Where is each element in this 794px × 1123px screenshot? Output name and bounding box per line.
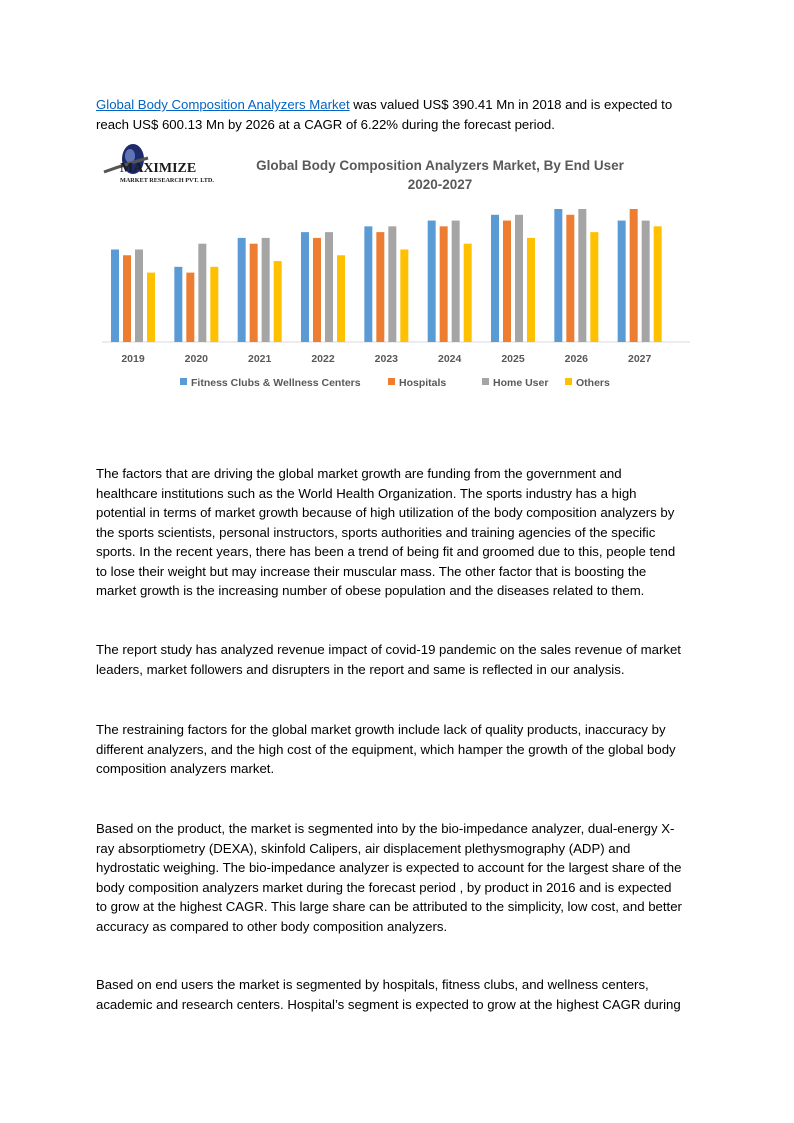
paragraph-line: The factors that are driving the global market growth are funding from the government and [96, 466, 622, 481]
paragraph-line: hydrostatic weighing. The bio-impedance analyzer is expected to account for the largest share of the [96, 860, 682, 875]
bar-2025-1 [503, 221, 511, 342]
bar-2027-3 [654, 226, 662, 342]
paragraph-line: to lose their weight but may increase their muscular mass. The other factor that is boosting the [96, 563, 647, 579]
bar-2023-0 [364, 226, 372, 342]
bar-2022-2 [325, 232, 333, 342]
bar-2022-3 [337, 255, 345, 342]
x-tick-label: 2020 [184, 353, 209, 365]
legend-swatch [565, 378, 572, 385]
bar-2023-3 [400, 249, 408, 342]
paragraph-line: market growth is the increasing number of obese population and the diseases related to them. [96, 583, 645, 598]
paragraph-line: Based on end users the market is segmented by hospitals, fitness clubs, and wellness centers, [96, 977, 649, 992]
legend-swatch [388, 378, 395, 385]
legend-swatch [180, 378, 187, 385]
paragraph-line: Based on the product, the market is segmented into by the bio-impedance analyzer, dual-energy X- [96, 821, 675, 836]
x-tick-label: 2022 [311, 353, 335, 365]
paragraph-line: healthcare institutions such as the World Health Organization. The sports industry has a high [96, 485, 637, 501]
bar-2026-2 [578, 209, 586, 342]
bar-2026-0 [554, 209, 562, 342]
paragraph-3 [96, 720, 716, 779]
bar-2020-3 [210, 267, 218, 342]
paragraph-line: to grow at the highest CAGR. This large share can be attributed to the simplicity, low cost, and better [96, 899, 682, 914]
bar-2021-2 [262, 238, 270, 342]
paragraph-5 [96, 975, 716, 1014]
paragraph-line: different analyzers, and the high cost of the equipment, which hamper the growth of the global body [96, 741, 676, 757]
chart-image [96, 140, 700, 402]
intro-paragraph [96, 95, 716, 134]
bar-2020-1 [186, 273, 194, 342]
bar-2024-3 [464, 244, 472, 342]
bar-2020-0 [174, 267, 182, 342]
paragraph-line: The restraining factors for the global market growth include lack of quality products, inaccuracy by [96, 722, 666, 737]
bar-2024-2 [452, 221, 460, 342]
x-tick-label: 2023 [374, 353, 399, 365]
logo [104, 144, 214, 184]
bar-2022-0 [301, 232, 309, 342]
intro-text: was valued US$ 390.41 Mn in 2018 and is expected to [349, 97, 673, 112]
paragraph-line: sports. In the recent years, there has been a trend of being fit and groomed due to this, people tend [96, 544, 676, 559]
market-link[interactable]: Global Body Composition Analyzers Market [96, 97, 350, 112]
bar-2026-3 [590, 232, 598, 342]
paragraph-line: ray absorptiometry (DEXA), skinfold Calipers, air displacement plethysmography (ADP) and [96, 840, 631, 856]
legend-label: Home User [493, 377, 549, 389]
logo-name: MAXIMIZE [120, 161, 197, 176]
chart-title: Global Body Composition Analyzers Market, By End User [256, 158, 624, 173]
intro-text: reach US$ 600.13 Mn by 2026 at a CAGR of 6.22% during the forecast period. [96, 116, 555, 132]
bar-2025-0 [491, 215, 499, 342]
paragraph-1 [96, 464, 716, 601]
bar-2027-2 [642, 221, 650, 342]
bar-2019-3 [147, 273, 155, 342]
legend-label: Fitness Clubs & Wellness Centers [191, 377, 361, 389]
x-tick-label: 2025 [501, 353, 525, 365]
x-tick-label: 2024 [437, 353, 462, 365]
legend-label: Others [576, 377, 610, 389]
bar-2025-3 [527, 238, 535, 342]
bar-2021-1 [250, 244, 258, 342]
bar-2026-1 [566, 215, 574, 342]
bar-2023-1 [376, 232, 384, 342]
bar-2023-2 [388, 226, 396, 342]
paragraph-line: accuracy as compared to other body composition analyzers. [96, 918, 448, 934]
paragraph-line: leaders, market followers and disrupters in the report and same is reflected in our analysis. [96, 661, 625, 677]
paragraph-line: potential in terms of market growth because of high utilization of the body composition analyzers by [96, 505, 675, 520]
bar-2021-0 [238, 238, 246, 342]
x-tick-label: 2021 [247, 353, 272, 365]
bar-2021-3 [274, 261, 282, 342]
bar-2027-0 [618, 221, 626, 342]
x-tick-label: 2019 [121, 353, 145, 365]
paragraph-line: body composition analyzers market during the forecast period , by product in 2016 and is expected [96, 879, 672, 895]
bar-2027-1 [630, 209, 638, 342]
bar-2020-2 [198, 244, 206, 342]
paragraph-2 [96, 640, 716, 679]
bar-2019-0 [111, 249, 119, 342]
bar-2024-0 [428, 221, 436, 342]
paragraph-line: The report study has analyzed revenue impact of covid-19 pandemic on the sales revenue of market [96, 642, 681, 657]
paragraph-line: the sports scientists, personal instructors, sports authorities and training agencies of the specific [96, 524, 656, 540]
x-tick-label: 2026 [564, 353, 589, 365]
legend-label: Hospitals [399, 377, 447, 389]
bar-2024-1 [440, 226, 448, 342]
paragraph-4 [96, 819, 716, 936]
chart-subtitle: 2020-2027 [407, 177, 473, 192]
paragraph-line: composition analyzers market. [96, 761, 275, 776]
bar-2022-1 [313, 238, 321, 342]
bar-2019-2 [135, 249, 143, 342]
x-tick-label: 2027 [627, 353, 652, 365]
bar-2019-1 [123, 255, 131, 342]
legend-swatch [482, 378, 489, 385]
bar-2025-2 [515, 215, 523, 342]
logo-sub: MARKET RESEARCH PVT. LTD. [120, 177, 214, 184]
paragraph-line: academic and research centers. Hospital’s segment is expected to grow at the highest CAGR during [96, 996, 681, 1012]
